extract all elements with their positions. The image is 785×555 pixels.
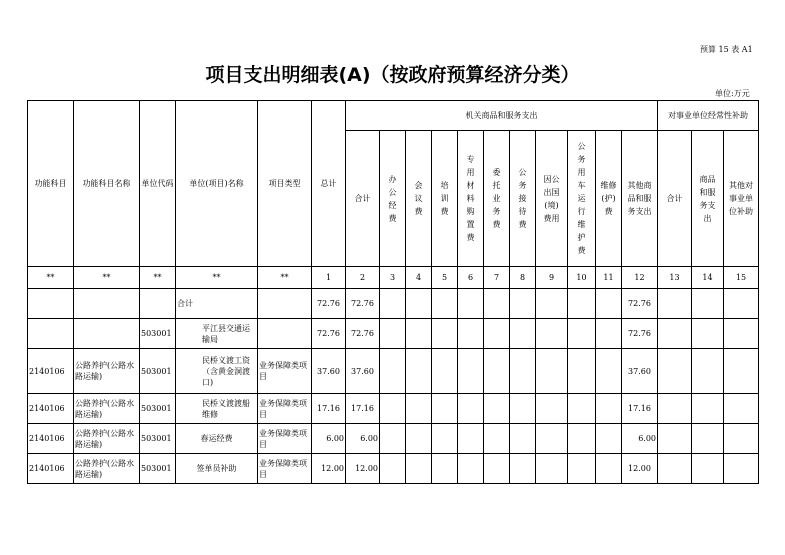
header-unit-code: 单位代码 xyxy=(140,101,176,267)
index-cell: 5 xyxy=(432,267,458,289)
header-unit-name: 单位(项目)名称 xyxy=(176,101,258,267)
func-name-cell: 公路养护(公路水路运输) xyxy=(74,454,140,484)
unit-name-cell: 春运经费 xyxy=(176,424,258,454)
func-code-cell: 2140106 xyxy=(28,424,74,454)
header-a-repair: 维修(护)费 xyxy=(596,131,622,267)
index-cell: 10 xyxy=(568,267,596,289)
a-other-cell: 17.16 xyxy=(622,394,658,424)
index-cell: 15 xyxy=(724,267,759,289)
table-row xyxy=(28,289,759,319)
unit-label: 单位:万元 xyxy=(715,89,750,98)
expenditure-table xyxy=(27,100,759,484)
header-a-material: 专用材料购置费 xyxy=(458,131,484,267)
unit-code-cell: 503001 xyxy=(140,349,176,394)
index-cell: 7 xyxy=(484,267,510,289)
total-cell: 72.76 xyxy=(312,319,346,349)
func-code-cell xyxy=(28,289,74,319)
a-sum-cell: 17.16 xyxy=(346,394,380,424)
unit-code-cell: 503001 xyxy=(140,454,176,484)
table-row xyxy=(28,349,759,394)
header-b-other: 其他对事业单位补助 xyxy=(724,131,759,267)
header-b-goods: 商品和服务支出 xyxy=(692,131,724,267)
table-row xyxy=(28,424,759,454)
header-a-sum: 合计 xyxy=(346,131,380,267)
unit-name-cell: 合计 xyxy=(176,289,258,319)
header-project-type: 项目类型 xyxy=(258,101,312,267)
unit-code-cell xyxy=(140,289,176,319)
a-sum-cell: 12.00 xyxy=(346,454,380,484)
index-cell: ** xyxy=(140,267,176,289)
func-code-cell: 2140106 xyxy=(28,454,74,484)
unit-name-cell: 民桥义渡工资（含黄金洞渡口) xyxy=(176,349,258,394)
header-a-meeting: 会议费 xyxy=(406,131,432,267)
header-group-b: 对事业单位经常性补助 xyxy=(658,101,759,131)
header-group-a: 机关商品和服务支出 xyxy=(346,101,658,131)
header-a-reception: 公务接待费 xyxy=(510,131,536,267)
a-other-cell: 72.76 xyxy=(622,289,658,319)
project-type-cell xyxy=(258,319,312,349)
header-a-vehicle: 公务用车运行维护费 xyxy=(568,131,596,267)
project-type-cell: 业务保障类项目 xyxy=(258,349,312,394)
unit-name-cell: 民桥义渡渡船维修 xyxy=(176,394,258,424)
table-code: 预算 15 表 A1 xyxy=(700,45,753,54)
total-cell: 6.00 xyxy=(312,424,346,454)
index-cell: 2 xyxy=(346,267,380,289)
header-func-name: 功能科目名称 xyxy=(74,101,140,267)
func-name-cell: 公路养护(公路水路运输) xyxy=(74,424,140,454)
index-cell: 11 xyxy=(596,267,622,289)
unit-code-cell: 503001 xyxy=(140,424,176,454)
func-code-cell: 2140106 xyxy=(28,394,74,424)
a-other-cell: 72.76 xyxy=(622,319,658,349)
a-other-cell: 12.00 xyxy=(622,454,658,484)
unit-name-cell: 平江县交通运输局 xyxy=(176,319,258,349)
index-cell: 13 xyxy=(658,267,692,289)
func-name-cell: 公路养护(公路水路运输) xyxy=(74,349,140,394)
header-b-sum: 合计 xyxy=(658,131,692,267)
unit-code-cell: 503001 xyxy=(140,319,176,349)
func-name-cell xyxy=(74,319,140,349)
project-type-cell: 业务保障类项目 xyxy=(258,394,312,424)
project-type-cell xyxy=(258,289,312,319)
a-sum-cell: 72.76 xyxy=(346,319,380,349)
header-a-office: 办公经费 xyxy=(380,131,406,267)
a-other-cell: 37.60 xyxy=(622,349,658,394)
total-cell: 72.76 xyxy=(312,289,346,319)
total-cell: 12.00 xyxy=(312,454,346,484)
index-cell: 8 xyxy=(510,267,536,289)
index-cell: ** xyxy=(28,267,74,289)
header-row-1 xyxy=(28,101,759,131)
header-a-training: 培训费 xyxy=(432,131,458,267)
index-cell: 9 xyxy=(536,267,568,289)
unit-name-cell: 签单员补助 xyxy=(176,454,258,484)
total-cell: 37.60 xyxy=(312,349,346,394)
header-total: 总计 xyxy=(312,101,346,267)
index-cell: ** xyxy=(74,267,140,289)
index-cell: 4 xyxy=(406,267,432,289)
func-name-cell xyxy=(74,289,140,319)
index-cell: 3 xyxy=(380,267,406,289)
a-sum-cell: 6.00 xyxy=(346,424,380,454)
a-other-cell: 6.00 xyxy=(622,424,658,454)
total-cell: 17.16 xyxy=(312,394,346,424)
table-row xyxy=(28,319,759,349)
func-code-cell: 2140106 xyxy=(28,349,74,394)
index-cell: 12 xyxy=(622,267,658,289)
header-func-code: 功能科目 xyxy=(28,101,74,267)
header-a-abroad: 因公出国(境)费用 xyxy=(536,131,568,267)
a-sum-cell: 37.60 xyxy=(346,349,380,394)
index-cell: 6 xyxy=(458,267,484,289)
index-cell: 14 xyxy=(692,267,724,289)
index-row xyxy=(28,267,759,289)
index-cell: ** xyxy=(176,267,258,289)
project-type-cell: 业务保障类项目 xyxy=(258,424,312,454)
table-row xyxy=(28,454,759,484)
a-sum-cell: 72.76 xyxy=(346,289,380,319)
index-cell: ** xyxy=(258,267,312,289)
header-a-other: 其他商品和服务支出 xyxy=(622,131,658,267)
func-name-cell: 公路养护(公路水路运输) xyxy=(74,394,140,424)
table-row xyxy=(28,394,759,424)
func-code-cell xyxy=(28,319,74,349)
header-a-commission: 委托业务费 xyxy=(484,131,510,267)
unit-code-cell: 503001 xyxy=(140,394,176,424)
project-type-cell: 业务保障类项目 xyxy=(258,454,312,484)
index-cell: 1 xyxy=(312,267,346,289)
page-title: 项目支出明细表(A)（按政府预算经济分类） xyxy=(205,64,580,86)
